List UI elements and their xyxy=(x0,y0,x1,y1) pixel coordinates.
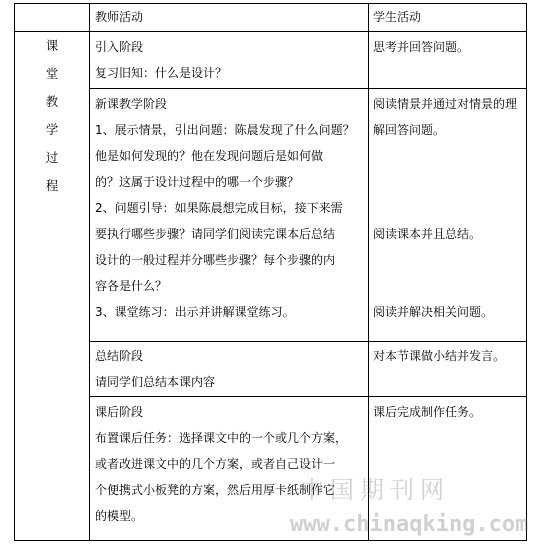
teacher-text: 2、问题引导：如果陈晨想完成目标，接下来需 xyxy=(95,201,343,215)
teacher-text: 复习旧知：什么是设计？ xyxy=(95,66,228,80)
section-label-char: 堂 xyxy=(45,66,59,81)
student-text: 对本节课做小结并发言。 xyxy=(373,349,506,363)
section-label-char: 课 xyxy=(45,38,59,53)
student-cell-new-lesson xyxy=(369,89,527,342)
teacher-text: 布置课后任务：选择课文中的一个或几个方案， xyxy=(95,431,348,445)
section-label-cell xyxy=(15,32,90,541)
student-text: 思考并回答问题。 xyxy=(373,40,470,54)
student-text: 阅读情景并通过对情景的理 xyxy=(373,97,518,111)
header-student-cell xyxy=(369,4,527,32)
header-teacher-label: 教师活动 xyxy=(95,10,144,24)
teacher-text: 请同学们总结本课内容 xyxy=(95,375,216,389)
teacher-text: 的模型。 xyxy=(95,509,144,523)
student-text: 阅读并解决相关问题。 xyxy=(373,305,494,319)
teacher-text: 设计的一般过程并分哪些步骤？每个步骤的内 xyxy=(95,253,336,267)
student-text: 阅读课本并且总结。 xyxy=(373,227,482,241)
section-label-char: 过 xyxy=(45,150,59,165)
header-section-cell xyxy=(15,4,90,32)
watermark-logo-text: 中国期刊网 xyxy=(300,476,450,504)
teacher-text: 容各是什么？ xyxy=(95,279,168,293)
teacher-cell-summary xyxy=(90,342,369,397)
teacher-text: 个便携式小板凳的方案，然后用厚卡纸制作它 xyxy=(95,483,336,497)
teacher-text: 3、课堂练习：出示并讲解课堂练习。 xyxy=(95,305,295,319)
header-row xyxy=(15,4,527,32)
stage-title: 课后阶段 xyxy=(95,405,144,419)
watermark-url: www.chinaqking.com xyxy=(290,512,529,537)
teacher-text: 1、展示情景，引出问题：陈晨发现了什么问题？ xyxy=(95,123,355,137)
student-cell-summary xyxy=(369,342,527,397)
lesson-plan-table xyxy=(14,3,527,541)
stage-title: 总结阶段 xyxy=(95,349,144,363)
section-label-char: 程 xyxy=(45,178,59,193)
stage-title: 新课教学阶段 xyxy=(95,97,168,111)
table-row xyxy=(15,342,527,397)
section-label-char: 教 xyxy=(45,94,59,109)
teacher-cell-new-lesson xyxy=(90,89,369,342)
stage-title: 引入阶段 xyxy=(95,40,144,54)
teacher-cell-intro xyxy=(90,32,369,89)
table-row xyxy=(15,89,527,342)
header-student-label: 学生活动 xyxy=(373,10,422,24)
student-text: 课后完成制作任务。 xyxy=(373,405,482,419)
student-text: 解回答问题。 xyxy=(373,123,446,137)
teacher-text: 的？这属于设计过程中的哪一个步骤？ xyxy=(95,175,300,189)
student-cell-intro xyxy=(369,32,527,89)
section-label-char: 学 xyxy=(45,122,59,137)
table-row xyxy=(15,32,527,89)
teacher-text: 他是如何发现的？他在发现问题后是如何做 xyxy=(95,149,324,163)
teacher-text: 或者改进课文中的几个方案，或者自己设计一 xyxy=(95,457,336,471)
teacher-text: 要执行哪些步骤？请同学们阅读完课本后总结 xyxy=(95,227,336,241)
header-teacher-cell xyxy=(90,4,369,32)
